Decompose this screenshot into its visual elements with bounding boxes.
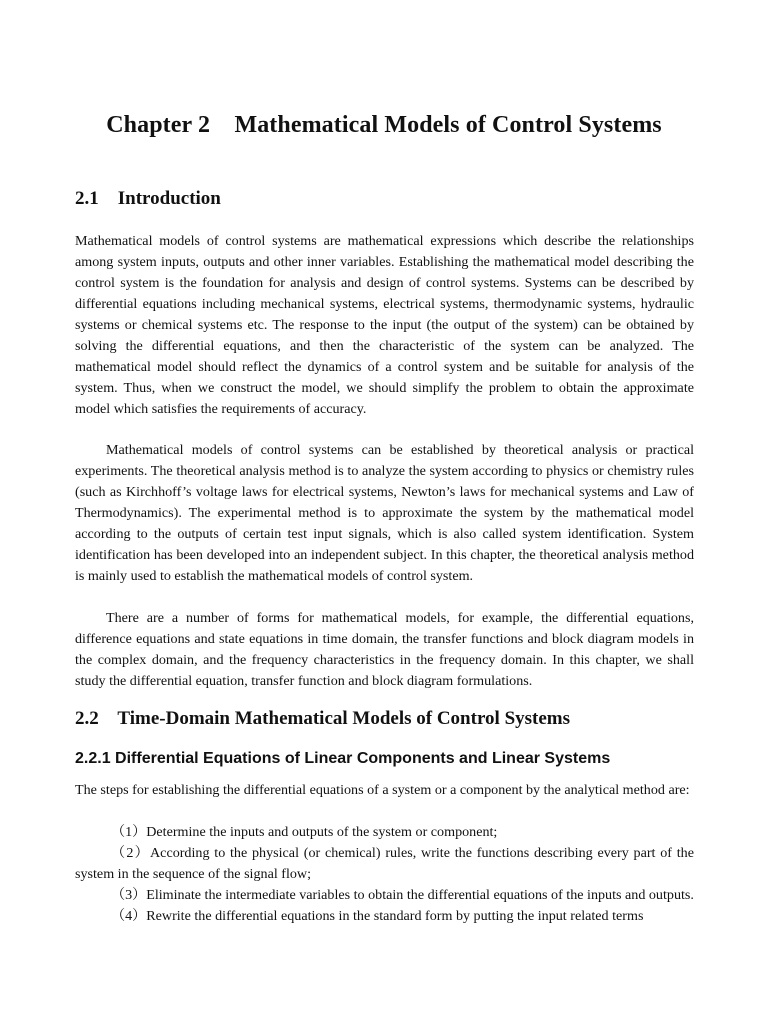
step-item-2: （2）According to the physical (or chemical) rules, write the functions describing every part of the system in the sequence of the signal flow; [75, 845, 694, 882]
section-heading-time-domain: 2.2 Time-Domain Mathematical Models of Control Systems [75, 708, 571, 729]
step-item-1: （1）Determine the inputs and outputs of the system or component; [111, 824, 498, 840]
subsection-heading-differential-equations: 2.2.1 Differential Equations of Linear Components and Linear Systems [75, 750, 611, 767]
intro-paragraph-1: Mathematical models of control systems are mathematical expressions which describe the relationships among system inputs, outputs and other inner variables. Establishing the mathematical model describing the control system is the foundation for analysis and design of control systems. Systems can be described by differential equations including mechanical systems, electrical systems, thermodynamic systems, hydraulic systems or chemical systems etc. The response to the input (the output of the system) can be obtained by solving the differential equations, and then the characteristic of the system can be analyzed. The mathematical model should reflect the dynamics of a control system and be suitable for analysis of the system. Thus, when we construct the model, we should simplify the problem to obtain the approximate model which satisfies the requirements of accuracy. [75, 233, 694, 417]
steps-list [75, 822, 694, 927]
step-item-4: （4）Rewrite the differential equations in the standard form by putting the input related terms [111, 908, 644, 924]
intro-paragraph-3: There are a number of forms for mathematical models, for example, the differential equations, difference equations and state equations in time domain, the transfer functions and block diagram models in the complex domain, and the frequency characteristics in the frequency domain. In this chapter, we shall study the differential equation, transfer function and block diagram formulations. [75, 610, 694, 689]
section-heading-introduction: 2.1 Introduction [75, 188, 221, 209]
step-item-3: （3）Eliminate the intermediate variables to obtain the differential equations of the inputs and outputs. [111, 887, 694, 903]
steps-intro-paragraph: The steps for establishing the differential equations of a system or a component by the analytical method are: [75, 782, 690, 798]
chapter-title: Chapter 2 Mathematical Models of Control Systems [106, 112, 662, 138]
intro-paragraph-2: Mathematical models of control systems can be established by theoretical analysis or practical experiments. The theoretical analysis method is to analyze the system according to physics or chemistry rules (such as Kirchhoff’s voltage laws for electrical systems, Newton’s laws for mechanical systems and Law of Thermodynamics). The experimental method is to approximate the system by the mathematical model according to the outputs of certain test input signals, which is also called system identification. System identification has been developed into an independent subject. In this chapter, the theoretical analysis method is mainly used to establish the mathematical models of control system. [75, 442, 694, 584]
